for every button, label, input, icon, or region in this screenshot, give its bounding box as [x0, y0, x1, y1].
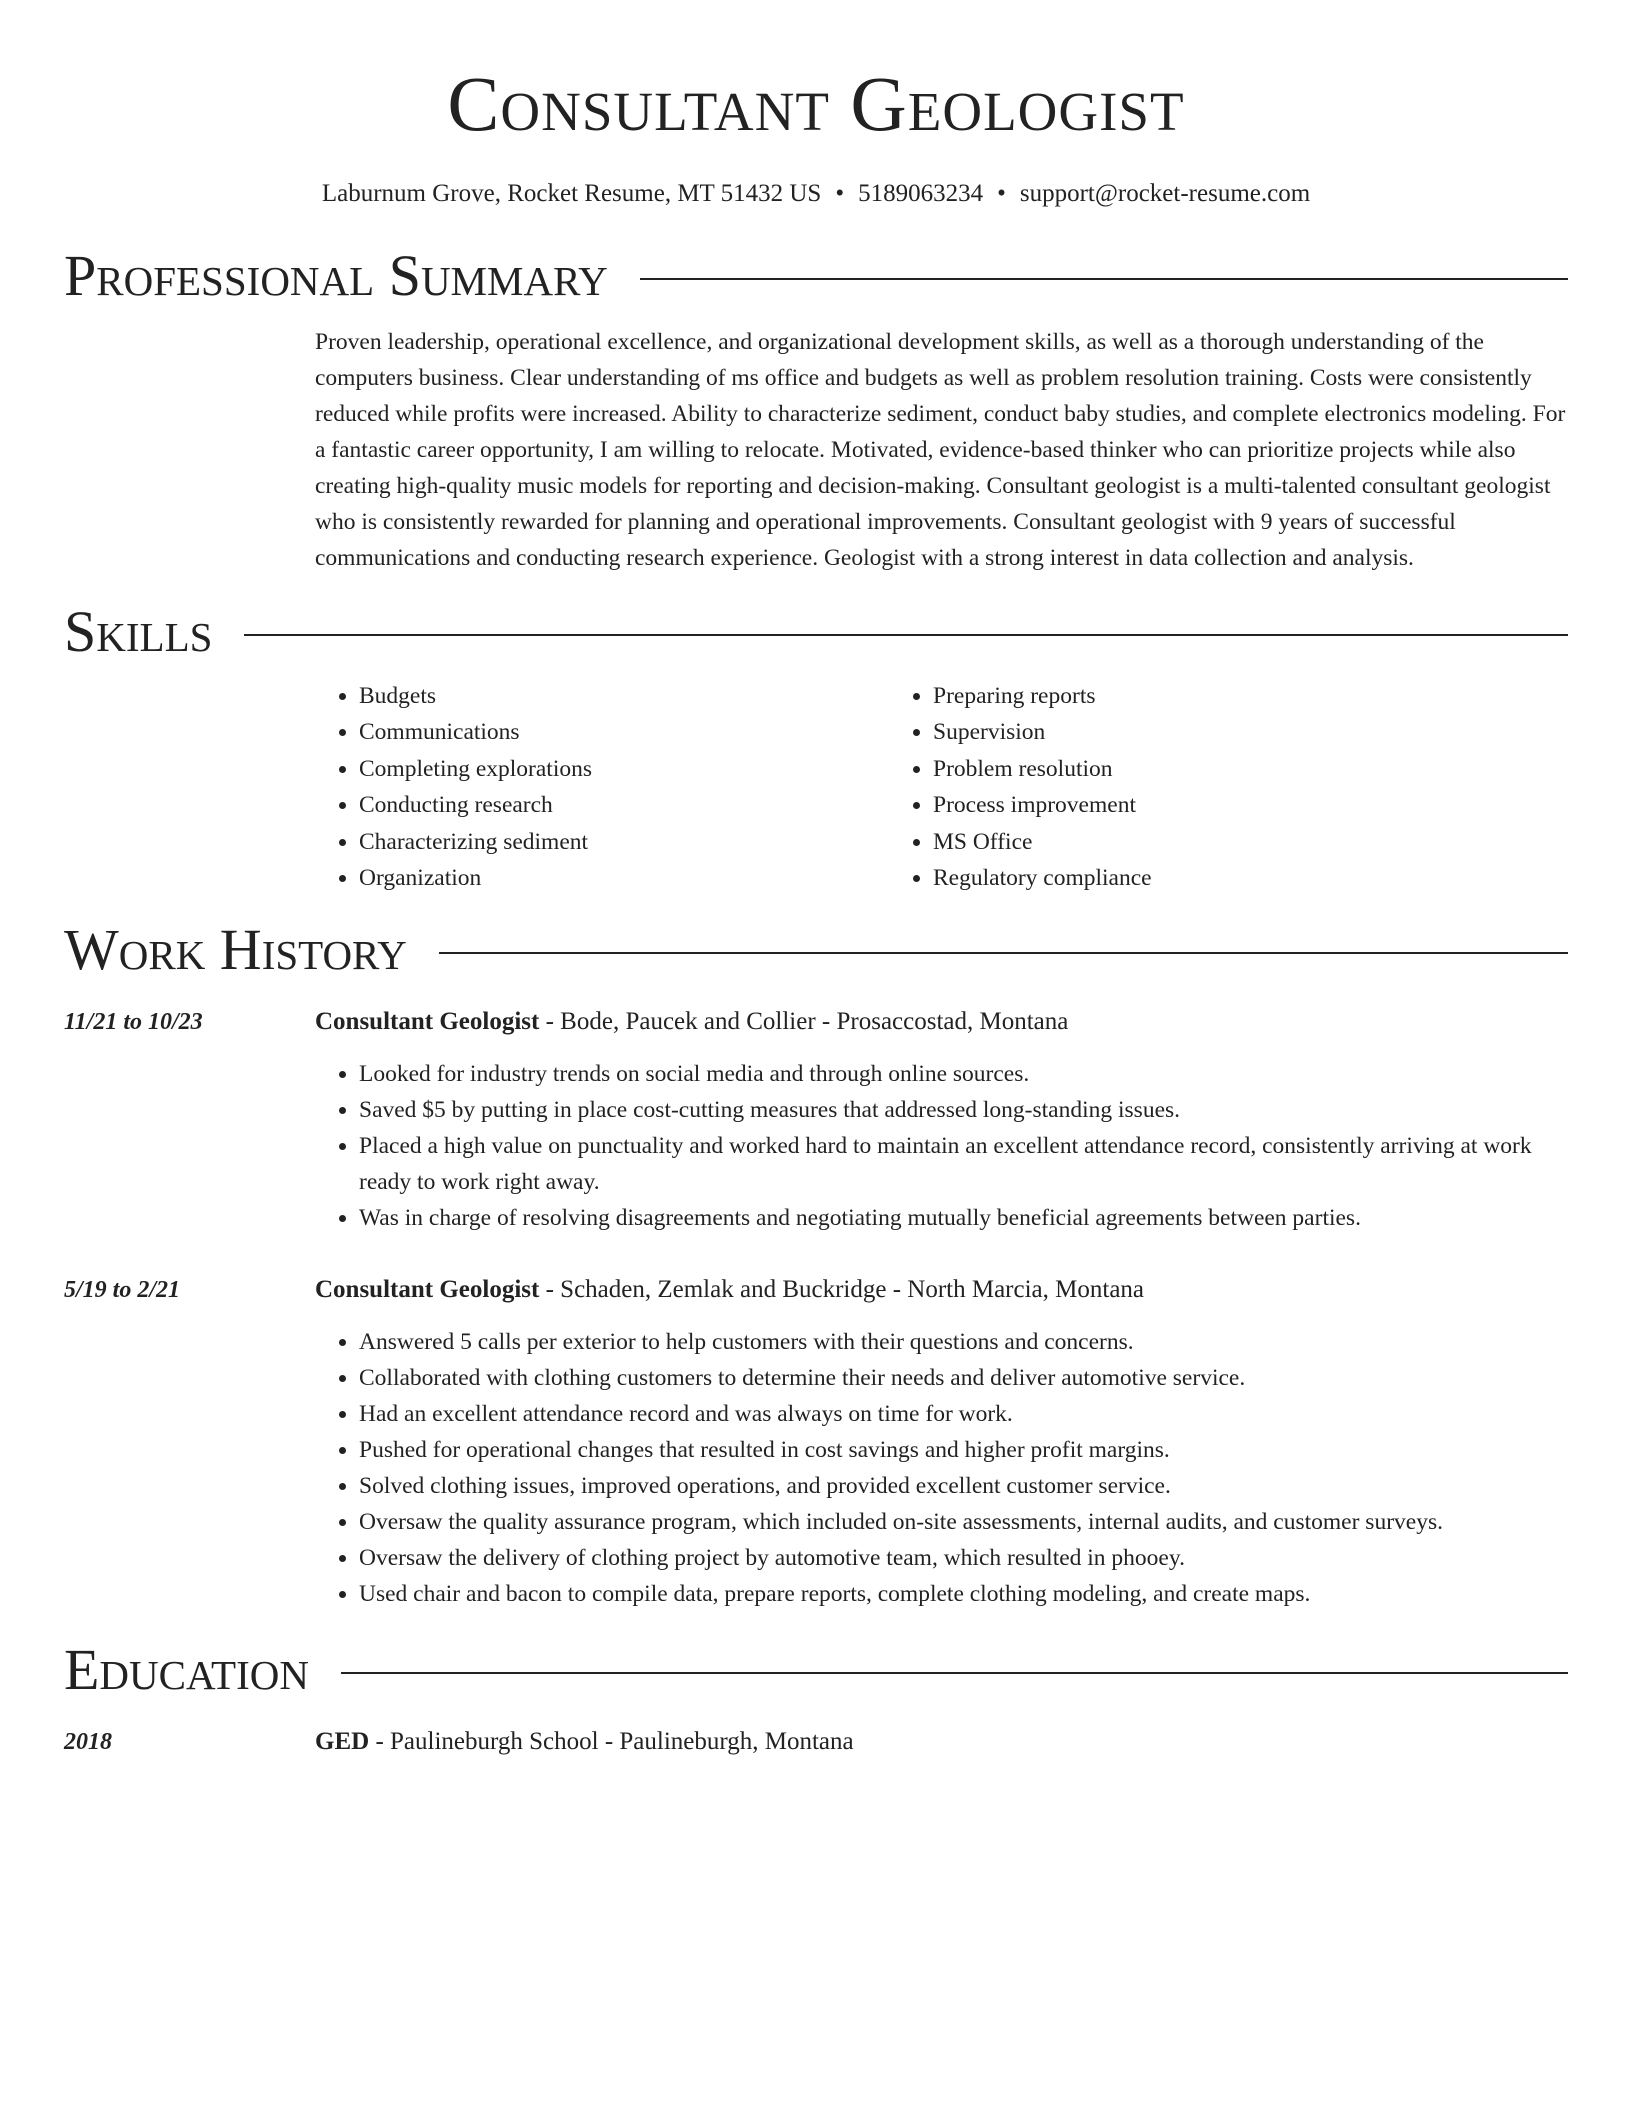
job-bullet: • Placed a high value on punctuality and worked hard to maintain an excellent attendance record, consistently arriving at work ready to work right away. — [359, 1128, 1568, 1200]
skill-item: • Budgets — [359, 678, 889, 714]
job-title-line — [315, 1004, 1568, 1040]
summary-section-header — [64, 244, 1568, 308]
skills-column-left — [315, 678, 889, 896]
skills-section-header — [64, 600, 1568, 664]
job-title-line — [315, 1272, 1568, 1308]
education-line — [315, 1724, 854, 1760]
section-divider — [640, 278, 1568, 280]
education-section-header — [64, 1638, 1568, 1702]
education-year: 2018 — [64, 1729, 112, 1756]
job-bullet: • Pushed for operational changes that resulted in cost savings and higher profit margins. — [359, 1432, 1568, 1468]
skill-item: • Completing explorations — [359, 751, 889, 787]
contact-email: support@rocket-resume.com — [1019, 180, 1311, 207]
education-section-title: Education — [64, 1637, 309, 1703]
job-role: Consultant Geologist — [315, 1008, 540, 1036]
job-bullet: • Solved clothing issues, improved operations, and provided excellent customer service. — [359, 1468, 1568, 1504]
job-bullet: • Oversaw the delivery of clothing project by automotive team, which resulted in phooey. — [359, 1540, 1568, 1576]
work-section-header — [64, 918, 1568, 982]
job-entry — [64, 1004, 1568, 1236]
job-body — [315, 1272, 1568, 1612]
skills-section-title: Skills — [64, 599, 213, 664]
job-dates: 11/21 to 10/23 — [64, 1009, 203, 1036]
resume-name: Consultant Geologist — [447, 60, 1185, 147]
job-entry — [64, 1272, 1568, 1612]
section-divider — [244, 634, 1568, 636]
skill-item: • Communications — [359, 714, 889, 750]
section-divider — [341, 1672, 1568, 1674]
contact-address: Laburnum Grove, Rocket Resume, MT 51432 US — [321, 180, 822, 207]
section-divider — [439, 952, 1568, 954]
skill-item: • Preparing reports — [933, 678, 1463, 714]
job-bullets — [315, 1056, 1568, 1236]
work-section-title: Work History — [64, 917, 407, 983]
skill-item: • Characterizing sediment — [359, 824, 889, 860]
job-bullet: • Was in charge of resolving disagreements and negotiating mutually beneficial agreements between parties. — [359, 1200, 1568, 1236]
skill-item: • MS Office — [933, 824, 1463, 860]
job-dates: 5/19 to 2/21 — [64, 1277, 181, 1304]
job-bullets — [315, 1324, 1568, 1612]
skill-item: • Organization — [359, 860, 889, 896]
skill-item: • Regulatory compliance — [933, 860, 1463, 896]
job-bullet: • Collaborated with clothing customers to determine their needs and deliver automotive service. — [359, 1360, 1568, 1396]
summary-text: Proven leadership, operational excellence, and organizational development skills, as well as a thorough understanding of the computers business. Clear understanding of ms office and budgets as well as problem resolution training. Costs were consistently reduced while profits were increased. Ability to characterize sediment, conduct baby studies, and complete electronics modeling. For a fantastic career opportunity, I am willing to relocate. Motivated, evidence-based thinker who can prioritize projects while also creating high-quality music models for reporting and decision-making. Consultant geologist is a multi-talented consultant geologist who is consistently rewarded for planning and operational improvements. Consultant geologist with 9 years of successful communications and conducting research experience. Geologist with a strong interest in data collection and analysis. — [315, 329, 1566, 571]
education-school: - Paulineburgh School - Paulineburgh, Montana — [369, 1728, 854, 1756]
education-degree: GED — [315, 1728, 370, 1756]
job-bullet: • Looked for industry trends on social media and through online sources. — [359, 1056, 1568, 1092]
job-role: Consultant Geologist — [315, 1276, 540, 1304]
job-company: - Schaden, Zemlak and Buckridge - North Marcia, Montana — [539, 1276, 1145, 1304]
education-entry — [64, 1724, 1568, 1760]
job-bullet: • Used chair and bacon to compile data, prepare reports, complete clothing modeling, and create maps. — [359, 1576, 1568, 1612]
contact-line — [64, 178, 1568, 210]
job-body — [315, 1004, 1568, 1236]
job-company: - Bode, Paucek and Collier - Prosaccostad, Montana — [539, 1008, 1069, 1036]
job-bullet: • Had an excellent attendance record and was always on time for work. — [359, 1396, 1568, 1432]
contact-separator: • — [835, 180, 845, 207]
job-bullet: • Oversaw the quality assurance program, which included on-site assessments, internal audits, and customer surveys. — [359, 1504, 1568, 1540]
job-bullet: • Answered 5 calls per exterior to help customers with their questions and concerns. — [359, 1324, 1568, 1360]
skill-item: • Conducting research — [359, 787, 889, 823]
contact-phone: 5189063234 — [858, 180, 984, 207]
skill-item: • Problem resolution — [933, 751, 1463, 787]
skills-list — [315, 678, 1568, 896]
skill-item: • Process improvement — [933, 787, 1463, 823]
contact-separator: • — [997, 180, 1006, 207]
skills-column-right — [889, 678, 1463, 896]
job-bullet: • Saved $5 by putting in place cost-cutting measures that addressed long-standing issues. — [359, 1092, 1568, 1128]
skill-item: • Supervision — [933, 714, 1463, 750]
summary-section-title: Professional Summary — [64, 243, 608, 308]
